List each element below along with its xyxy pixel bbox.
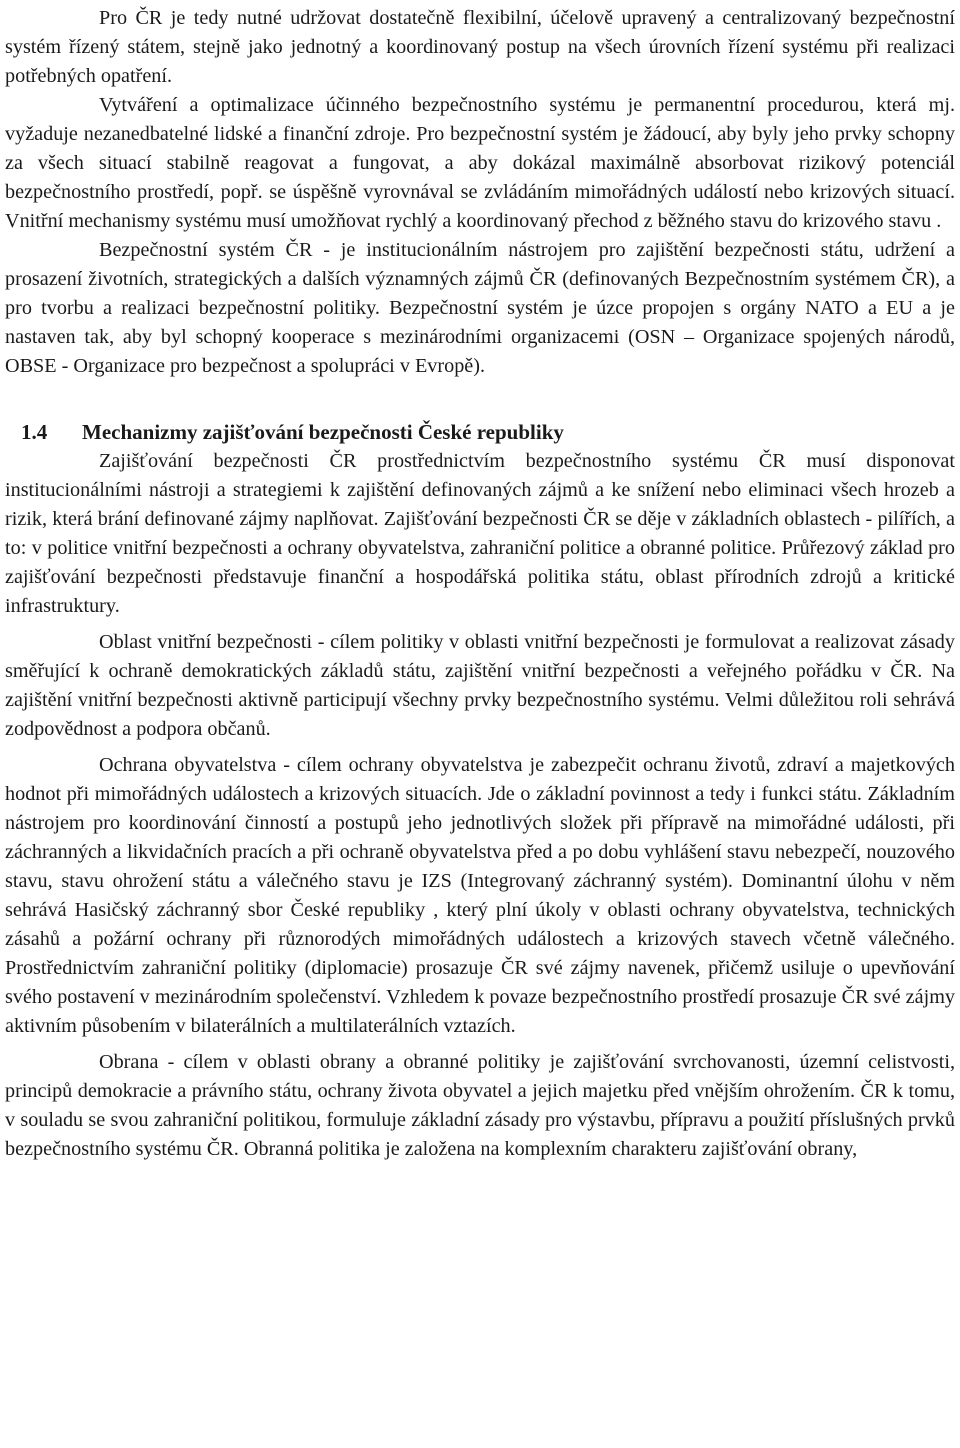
section-heading xyxy=(5,418,955,447)
section-number: 1.4 xyxy=(21,420,48,444)
paragraph-optimalizace-systemu: Vytváření a optimalizace účinného bezpečnostního systému je permanentní procedurou, která mj. vyžaduje nezanedbatelné lidské a finanční zdroje. Pro bezpečnostní systém je žádoucí, aby byly jeho prvky schopny za všech situací stabilně reagovat a fungovat, a aby dokázal maximálně absorbovat rizikový potenciál bezpečnostního prostředí, popř. se úspěšně vyrovnával se zvládáním mimořádných událostí nebo krizových situací. Vnitřní mechanismy systému musí umožňovat rychlý a koordinovaný přechod z běžného stavu do krizového stavu . xyxy=(5,94,955,232)
paragraph-obrana: Obrana - cílem v oblasti obrany a obranné politiky je zajišťování svrchovanosti, územní celistvosti, principů demokracie a právního státu, ochrany života obyvatel a jejich majetku před vnějším ohrožením. ČR k tomu, v souladu se svou zahraniční politikou, formuluje základní zásady pro výstavbu, přípravu a použití příslušných prvků bezpečnostního systému ČR. Obranná politika je založena na komplexním charakteru zajišťování obrany, xyxy=(5,1051,955,1160)
paragraph-zajistovani-bezpecnosti: Zajišťování bezpečnosti ČR prostřednictvím bezpečnostního systému ČR musí disponovat institucionálními nástroji a strategiemi k zajištění definovaných zájmů a ke snížení nebo eliminaci všech hrozeb a rizik, která brání definované zájmy naplňovat. Zajišťování bezpečnosti ČR se děje v základních oblastech - pilířích, a to: v politice vnitřní bezpečnosti a ochrany obyvatelstva, zahraniční politice a obranné politice. Průřezový základ pro zajišťování bezpečnosti představuje finanční a hospodářská politika státu, oblast přírodních zdrojů a kritické infrastruktury. xyxy=(5,450,955,617)
paragraph-bezpecnostni-system-cr: Bezpečnostní systém ČR - je institucionálním nástrojem pro zajištění bezpečnosti státu, udržení a prosazení životních, strategických a dalších významných zájmů ČR (definovaných Bezpečnostním systémem ČR), a pro tvorbu a realizaci bezpečnostní politiky. Bezpečnostní systém je úzce propojen s orgány NATO a EU a je nastaven tak, aby byl schopný kooperace s mezinárodními organizacemi (OSN – Organizace spojených národů, OBSE - Organizace pro bezpečnost a spolupráci v Evropě). xyxy=(5,239,955,377)
section-title: Mechanizmy zajišťování bezpečnosti České republiky xyxy=(82,420,564,444)
paragraph-vnitrni-bezpecnost: Oblast vnitřní bezpečnosti - cílem politiky v oblasti vnitřní bezpečnosti je formulovat a realizovat zásady směřující k ochraně demokratických základů státu, zajištění vnitřní bezpečnosti a veřejného pořádku v ČR. Na zajištění vnitřní bezpečnosti aktivně participují všechny prvky bezpečnostního systému. Velmi důležitou roli sehrává zodpovědnost a podpora občanů. xyxy=(5,631,955,740)
document-page xyxy=(5,4,955,1164)
paragraph-ochrana-obyvatelstva: Ochrana obyvatelstva - cílem ochrany obyvatelstva je zabezpečit ochranu životů, zdraví a majetkových hodnot při mimořádných událostech a krizových situacích. Jde o základní povinnost a tedy i funkci státu. Základním nástrojem pro koordinování činností a postupů jeho jednotlivých složek při přípravě na mimořádné události, při záchranných a likvidačních pracích a při ochraně obyvatelstva před a po dobu vyhlášení stavu nebezpečí, nouzového stavu, stavu ohrožení státu a válečného stavu je IZS (Integrovaný záchranný systém). Dominantní úlohu v něm sehrává Hasičský záchranný sbor České republiky , který plní úkoly v oblasti ochrany obyvatelstva, technických zásahů a požární ochrany při různorodých mimořádných událostech a krizových stavech včetně válečného. Prostřednictvím zahraniční politiky (diplomacie) prosazuje ČR své zájmy navenek, přičemž usiluje o upevňování svého postavení v mezinárodním společenství. Vzhledem k povaze bezpečnostního prostředí prosazuje ČR své zájmy aktivním působením v bilaterálních a multilaterálních vztazích. xyxy=(5,754,955,1037)
paragraph-bezpecnostni-system-flexibilita: Pro ČR je tedy nutné udržovat dostatečně flexibilní, účelově upravený a centralizovaný bezpečnostní systém řízený státem, stejně jako jednotný a koordinovaný postup na všech úrovních řízení systému při realizaci potřebných opatření. xyxy=(5,7,955,87)
